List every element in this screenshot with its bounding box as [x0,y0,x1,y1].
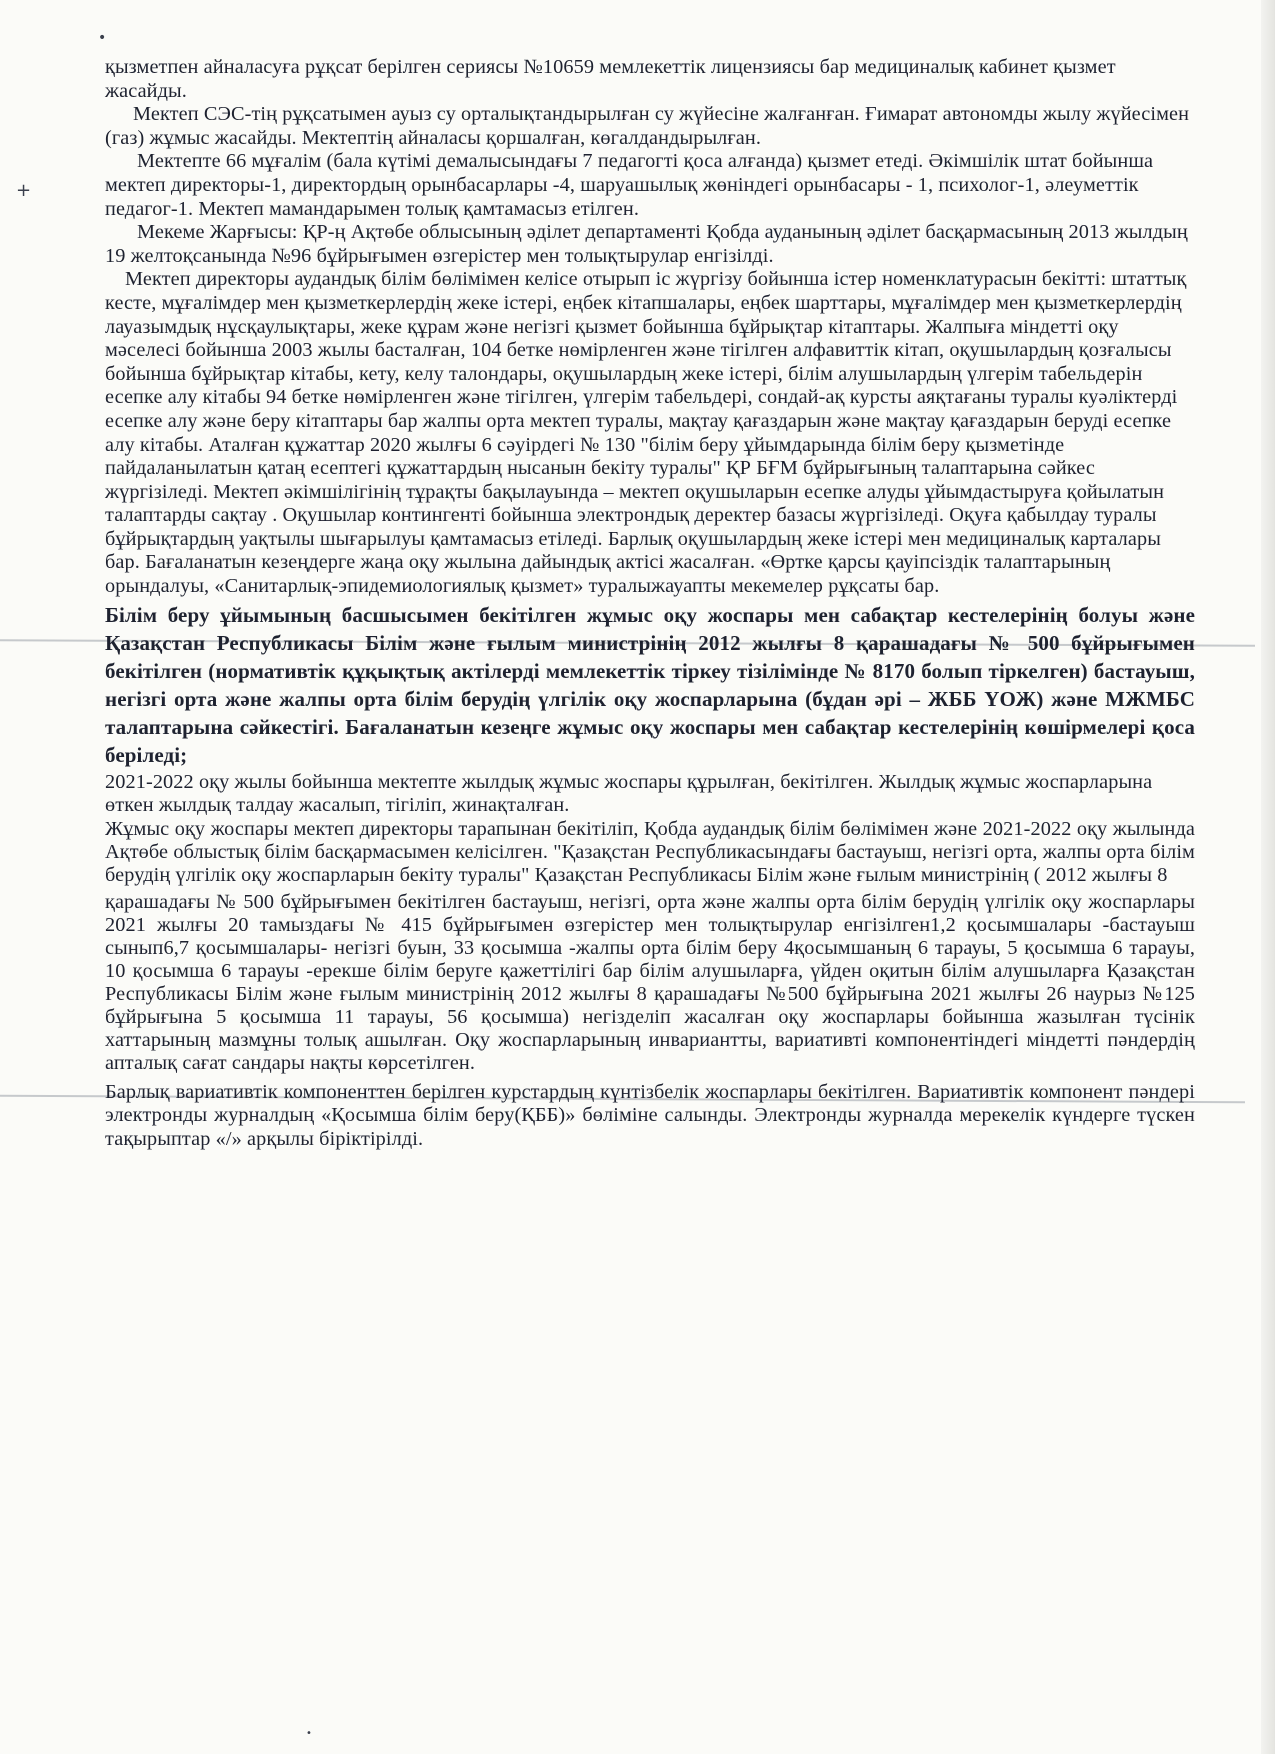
scan-edge-shadow [1261,0,1275,1754]
paragraph-annual-plan: 2021-2022 оқу жылы бойынша мектепте жылдық жұмыс жоспары құрылған, бекітілген. Жылдық жұмыс жоспарларына өткен жылдық талдау жасалып, тігіліп, жинақталған. [105,770,1153,817]
paragraph-records-nomenclature: Мектеп директоры аудандық білім бөлімімен келісе отырып іс жүргізу бойынша істер номенклатурасын бекітті: штаттық кесте, мұғалімдер мен қызметкерлердің жеке істері, еңбек кітапшалары, еңбек шарттары, мұғалімдер мен қызметкерлердің лауазымдық нұсқаулықтары, жеке құрам және негізгі қызмет бойынша бұйрықтар кітаптары. Жалпыға міндетті оқу мәселесі бойынша 2003 жылы басталған, 104 бетке нөмірленген және тігілген алфавиттік кітап, оқушылардың қозғалысы бойынша бұйрықтар кітабы, кету, келу талондары, оқушылардың жеке істері, білім алушылардың үлгерім табельдерін есепке алу кітабы 94 бетке нөмірленген және тігілген, үлгерім табельдері, сондай-ақ курсты аяқтағаны туралы куәліктерді есепке алу және беру кітаптары бар жалпы орта мектеп туралы, мақтау қағаздарын және мақтау қағаздарын беруді есепке алу кітабы. Аталған құжаттар 2020 жылғы 6 сәуірдегі № 130 "білім беру ұйымдарында білім беру қызметінде пайдаланылатын қатаң есептегі құжаттардың нысанын бекіту туралы" ҚР БҒМ бұйрығының талаптарына сәйкес жүргізіледі. Мектеп әкімшілігінің тұрақты бақылауында – мектеп оқушыларын есепке алуды ұйымдастыруға қойылатын талаптарды сақтау . Оқушылар контингенті бойынша электрондық деректер базасы жүргізіледі. Оқуға қабылдау туралы бұйрықтардың уақтылы шығарылуы қамтамасыз етіледі. Барлық оқушылардың жеке істері мен медициналық карталары бар. Бағаланатын кезеңдерге жаңа оқу жылына дайындық актісі жасалған. «Өртке қарсы қауіпсіздік талаптарының орындалуы, «Санитарлық-эпидемиологиялық қызмет» туралыжауапты мекемелер рұқсаты бар. [105,268,1187,598]
section-heading-curriculum: Білім беру ұйымының басшысымен бекітілген жұмыс оқу жоспары мен сабақтар кестелерінің болуы және Қазақстан Республикасы Білім және ғылым министрінің 2012 жылғы 8 қарашадағы № 500 бұйрығымен бекітілген (нормативтік құқықтық актілерді мемлекеттік тіркеу тізілімінде № 8170 болып тіркелген) бастауыш, негізгі орта және жалпы орта білім берудің үлгілік оқу жоспарларына (бұдан әрі – ЖББ ҮОЖ) және МЖМБС талаптарына сәйкестігі. Бағаланатын кезеңге жұмыс оқу жоспары мен сабақтар кестелерінің көшірмелері қоса беріледі; [105,602,1195,767]
paragraph-water-heating: Мектеп СЭС-тің рұқсатымен ауыз су орталықтандырылған су жүйесіне жалғанған. Ғимарат автономды жылу жүйесімен (газ) жұмыс жасайды. Мектептің айналасы қоршалған, көгалдандырылған. [105,103,1190,149]
paragraph-charter: Мекеме Жарғысы: ҚР-ң Ақтөбе облысының әділет департаменті Қобда ауданының әділет басқармасының 2013 жылдың 19 желтоқсанында №96 бұйрығымен өзгерістер мен толықтырулар енгізілді. [105,221,1188,267]
paragraph-medical-cabinet: қызметпен айналасуға рұқсат берілген сериясы №10659 мемлекеттік лицензиясы бар медициналық кабинет қызмет жасайды. [105,56,1116,102]
paragraph-staff: Мектепте 66 мұғалім (бала күтімі демалысындағы 7 педагогті қоса алғанда) қызмет етеді. Әкімшілік штат бойынша мектеп директоры-1, директордың орынбасарлары -4, шаруашылық жөніндегі орынбасары - 1, психолог-1, әлеуметтік педагог-1. Мектеп мамандарымен толық қамтамасыз етілген. [105,150,1154,220]
paragraph-variative-component: Барлық вариативтік компоненттен берілген курстардың күнтізбелік жоспарлары бекітілген. Вариативтік компонент пәндері электронды журналдың «Қосымша білім беру(ҚББ)» бөліміне салынды. Электронды журналда мерекелік күндерге түскен тақырыптар «/» арқылы біріктірілді. [105,1080,1195,1151]
paragraph-work-plan-approval: Жұмыс оқу жоспары мектеп директоры тарапынан бекітіліп, Қобда аудандық білім бөлімімен және 2021-2022 оқу жылында Ақтөбе облыстық білім басқармасымен келісілген. "Қазақстан Республикасындағы бастауыш, негізгі орта, жалпы орта білім берудің үлгілік оқу жоспарларын бекіту туралы" Қазақстан Республикасы Білім және ғылым министрінің ( 2012 жылғы 8 [105,817,1195,886]
punch-mark-top: • [98,30,107,46]
document-body [105,56,1195,1152]
paragraph-standard-curricula: қарашадағы № 500 бұйрығымен бекітілген бастауыш, негізгі, орта және жалпы орта білім берудің үлгілік оқу жоспарлары 2021 жылғы 20 тамыздағы № 415 бұйрығымен өзгерістер мен толықтырулар енгізілген1,2 қосымшалары -бастауыш сынып6,7 қосымшалары- негізгі буын, 33 қосымша -жалпы орта білім беру 4қосымшаның 6 тарауы, 5 қосымша 6 тарауы, 10 қосымша 6 тарауы -ерекше білім беруге қажеттілігі бар білім алушыларға, үйден оқитын білім алушыларға Қазақстан Республикасы Білім және ғылым министрінің 2012 жылғы 8 қарашадағы №500 бұйрығына 2021 жылғы 26 наурыз №125 бұйрығына 5 қосымша 11 тарауы, 56 қосымша) негізделіп жасалған оқу жоспарлары бойынша жазылған түсінік хаттарының мазмұны толық ашылған. Оқу жоспарларының инвариантты, вариативті компонентіндегі міндетті пәндердің апталық сағат сандары нақты көрсетілген. [105,890,1195,1074]
punch-mark-bottom: • [306,1728,312,1739]
punch-mark-cross: + [16,180,32,201]
